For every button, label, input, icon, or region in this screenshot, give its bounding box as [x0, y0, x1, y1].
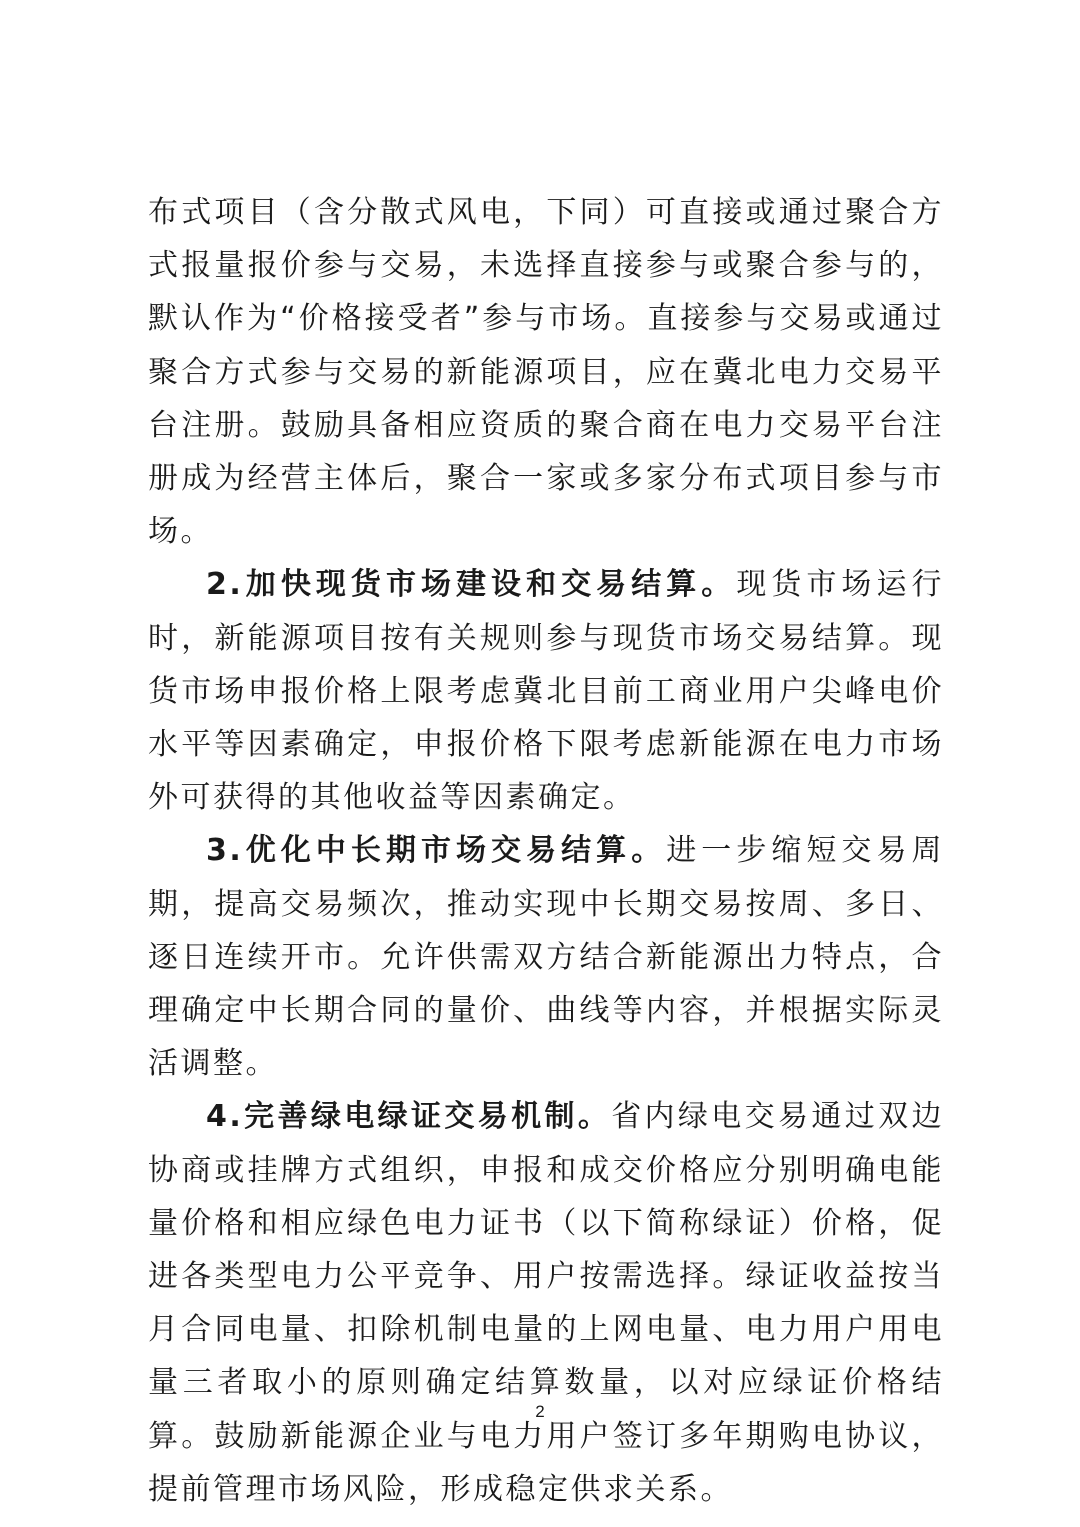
paragraph-green-certificate — [148, 1090, 944, 1516]
paragraph-heading: 2.加快现货市场建设和交易结算。 — [206, 567, 737, 603]
paragraph-mid-long-term — [148, 824, 944, 1090]
page-number: 2 — [535, 1402, 545, 1421]
paragraph-heading: 4.完善绿电绿证交易机制。 — [206, 1099, 612, 1135]
paragraph-continuation — [148, 186, 944, 558]
paragraph-spot-market — [148, 558, 944, 824]
paragraph-text: 进一步缩短交易周期，提高交易频次，推动实现中长期交易按周、多日、逐日连续开市。允许供需双方结合新能源出力特点，合理确定中长期合同的量价、曲线等内容，并根据实际灵活调整。 — [148, 833, 945, 1082]
paragraph-text: 布式项目（含分散式风电，下同）可直接或通过聚合方式报量报价参与交易，未选择直接参与或聚合参与的，默认作为“价格接受者”参与市场。直接参与交易或通过聚合方式参与交易的新能源项目，应在冀北电力交易平台注册。鼓励具备相应资质的聚合商在电力交易平台注册成为经营主体后，聚合一家或多家分布式项目参与市场。 — [148, 195, 944, 550]
paragraph-text: 现货市场运行时，新能源项目按有关规则参与现货市场交易结算。现货市场申报价格上限考虑冀北目前工商业用户尖峰电价水平等因素确定，申报价格下限考虑新能源在电力市场外可获得的其他收益等因素确定。 — [148, 567, 944, 816]
paragraph-text: 省内绿电交易通过双边协商或挂牌方式组织，申报和成交价格应分别明确电能量价格和相应绿色电力证书（以下简称绿证）价格，促进各类型电力公平竞争、用户按需选择。绿证收益按当月合同电量、扣除机制电量的上网电量、电力用户用电量三者取小的原则确定结算数量，以对应绿证价格结算。鼓励新能源企业与电力用户签订多年期购电协议，提前管理市场风险，形成稳定供求关系。 — [148, 1099, 944, 1507]
paragraph-heading: 3.优化中长期市场交易结算。 — [206, 833, 667, 869]
document-body — [148, 186, 944, 1516]
